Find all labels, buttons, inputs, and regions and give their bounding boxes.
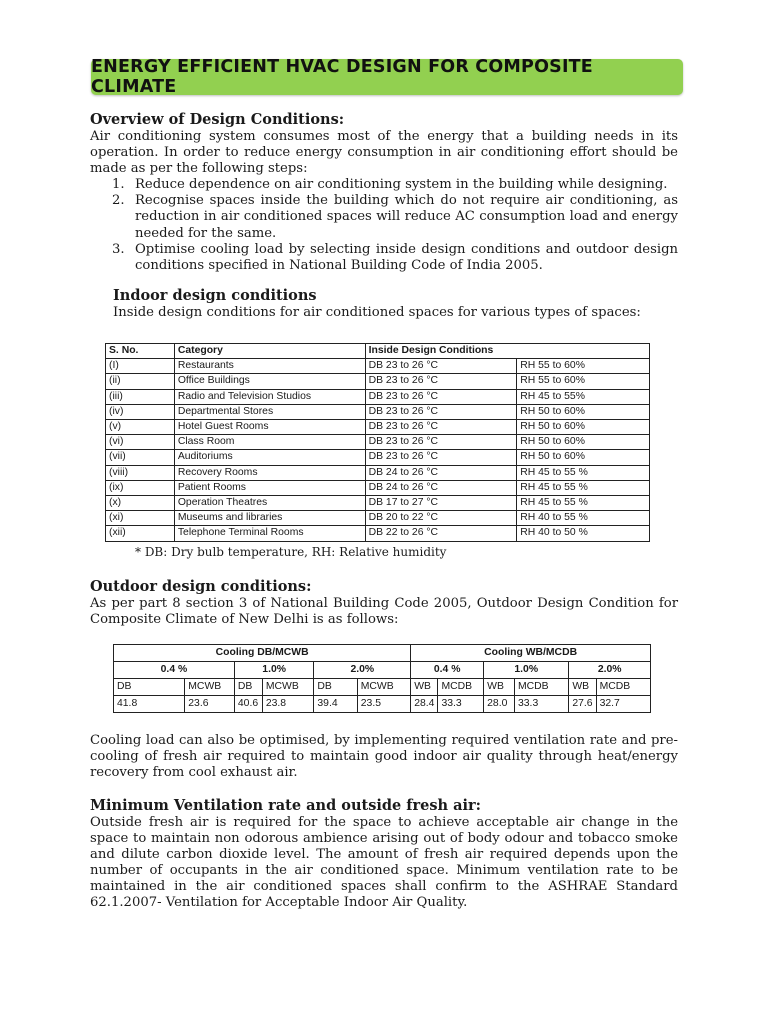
value-cell: 23.6: [185, 696, 235, 713]
sno-cell: (iii): [106, 389, 175, 404]
rh-cell: RH 55 to 60%: [517, 359, 650, 374]
value-cell: 27.6: [569, 696, 596, 713]
label-cell: MCDB: [438, 679, 484, 696]
rh-cell: RH 50 to 60%: [517, 450, 650, 465]
outdoor-section: [90, 577, 678, 628]
label-cell: WB: [411, 679, 438, 696]
label-cell: MCWB: [185, 679, 235, 696]
db-cell: DB 23 to 26 °C: [365, 404, 517, 419]
db-cell: DB 23 to 26 °C: [365, 435, 517, 450]
db-cell: DB 20 to 22 °C: [365, 511, 517, 526]
min-ventilation-heading: Minimum Ventilation rate and outside fresh air:: [90, 797, 482, 814]
db-cell: DB 22 to 26 °C: [365, 526, 517, 541]
label-cell: MCDB: [515, 679, 569, 696]
min-ventilation-section: [90, 796, 678, 912]
step-text: Recognise spaces inside the building which do not require air conditioning, as reduction in air conditioned spaces will reduce AC consumption load and energy needed for the same.: [135, 193, 678, 241]
overview-intro: Air conditioning system consumes most of the energy that a building needs in its operation. In order to reduce energy consumption in air conditioning effort should be made as per the following steps:: [90, 129, 678, 177]
category-cell: Museums and libraries: [174, 511, 365, 526]
label-cell: MCWB: [357, 679, 410, 696]
table-row: [106, 389, 650, 404]
sno-cell: (ii): [106, 374, 175, 389]
category-cell: Office Buildings: [174, 374, 365, 389]
cooling-section: [90, 733, 678, 781]
outdoor-heading: Outdoor design conditions:: [90, 578, 312, 595]
category-cell: Hotel Guest Rooms: [174, 420, 365, 435]
db-cell: DB 17 to 27 °C: [365, 496, 517, 511]
label-cell: WB: [569, 679, 596, 696]
db-cell: DB 24 to 26 °C: [365, 480, 517, 495]
value-cell: 32.7: [596, 696, 650, 713]
list-item: [90, 177, 678, 193]
rh-cell: RH 45 to 55%: [517, 389, 650, 404]
rh-cell: RH 50 to 60%: [517, 404, 650, 419]
rh-cell: RH 50 to 60%: [517, 435, 650, 450]
steps-list: [90, 177, 678, 274]
category-cell: Class Room: [174, 435, 365, 450]
db-cell: DB 23 to 26 °C: [365, 420, 517, 435]
rh-cell: RH 45 to 55 %: [517, 496, 650, 511]
value-cell: 33.3: [515, 696, 569, 713]
rh-cell: RH 45 to 55 %: [517, 480, 650, 495]
rh-cell: RH 40 to 55 %: [517, 511, 650, 526]
db-cell: DB 23 to 26 °C: [365, 450, 517, 465]
indoor-intro: Inside design conditions for air conditioned spaces for various types of spaces:: [113, 304, 641, 320]
table-row: [106, 435, 650, 450]
title-banner: [91, 59, 683, 95]
table-row: [106, 511, 650, 526]
sno-cell: (vii): [106, 450, 175, 465]
sno-cell: (xi): [106, 511, 175, 526]
step-number: 3.: [112, 241, 125, 257]
table-row: [106, 359, 650, 374]
label-cell: WB: [484, 679, 515, 696]
value-cell: 23.8: [262, 696, 314, 713]
group-header-row: [114, 645, 651, 662]
rh-cell: RH 50 to 60%: [517, 420, 650, 435]
category-cell: Auditoriums: [174, 450, 365, 465]
rh-cell: RH 55 to 60%: [517, 374, 650, 389]
outdoor-conditions-table: [113, 644, 651, 713]
indoor-heading: Indoor design conditions: [113, 286, 317, 304]
sno-cell: (x): [106, 496, 175, 511]
db-cell: DB 23 to 26 °C: [365, 359, 517, 374]
category-cell: Telephone Terminal Rooms: [174, 526, 365, 541]
sno-cell: (v): [106, 420, 175, 435]
indoor-table-body: [106, 359, 650, 541]
percent-header: 1.0%: [234, 662, 314, 679]
step-number: 1.: [112, 177, 125, 193]
category-cell: Restaurants: [174, 359, 365, 374]
category-cell: Patient Rooms: [174, 480, 365, 495]
sno-cell: (viii): [106, 465, 175, 480]
cooling-db-mcwb-header: Cooling DB/MCWB: [114, 645, 411, 662]
percent-header: 2.0%: [569, 662, 651, 679]
table-row: [106, 374, 650, 389]
value-row: [114, 696, 651, 713]
rh-cell: RH 40 to 50 %: [517, 526, 650, 541]
db-cell: DB 23 to 26 °C: [365, 374, 517, 389]
step-text: Optimise cooling load by selecting inside design conditions and outdoor design conditions specified in National Building Code of India 2005.: [135, 241, 678, 273]
table-row: [106, 450, 650, 465]
sno-cell: (I): [106, 359, 175, 374]
category-cell: Radio and Television Studios: [174, 389, 365, 404]
value-cell: 23.5: [357, 696, 410, 713]
category-cell: Departmental Stores: [174, 404, 365, 419]
sno-cell: (vi): [106, 435, 175, 450]
label-row: [114, 679, 651, 696]
table-row: [106, 420, 650, 435]
table-row: [106, 526, 650, 541]
value-cell: 28.0: [484, 696, 515, 713]
table-row: [106, 404, 650, 419]
step-text: Reduce dependence on air conditioning system in the building while designing.: [135, 177, 668, 193]
table-header-row: [106, 344, 650, 359]
list-item: [90, 242, 678, 274]
label-cell: DB: [114, 679, 185, 696]
min-ventilation-text: Outside fresh air is required for the space to achieve acceptable air change in the space to maintain non odorous ambience arising out of body odour and tobacco smoke and dilute carbon dioxide level. The amount of fresh air required depends upon the number of occupants in the air conditioned space. Minimum ventilation rate to be maintained in the air conditioned spaces shall confirm to the ASHRAE Standard 62.1.2007- Ventilation for Acceptable Indoor Air Quality.: [90, 815, 678, 911]
percent-header: 2.0%: [314, 662, 411, 679]
indoor-footnote: * DB: Dry bulb temperature, RH: Relative humidity: [135, 545, 447, 559]
percent-header: 1.0%: [484, 662, 569, 679]
table-row: [106, 496, 650, 511]
step-number: 2.: [112, 193, 125, 209]
percent-header-row: [114, 662, 651, 679]
sno-cell: (iv): [106, 404, 175, 419]
table-row: [106, 465, 650, 480]
label-cell: DB: [234, 679, 262, 696]
label-cell: DB: [314, 679, 357, 696]
label-cell: MCDB: [596, 679, 650, 696]
list-item: [90, 193, 678, 241]
label-cell: MCWB: [262, 679, 314, 696]
db-cell: DB 23 to 26 °C: [365, 389, 517, 404]
category-header: Category: [174, 344, 365, 359]
cooling-text: Cooling load can also be optimised, by implementing required ventilation rate and pre-cooling of fresh air required to maintain good indoor air quality through heat/energy recovery from cool exhaust air.: [90, 733, 678, 781]
sno-cell: (ix): [106, 480, 175, 495]
cooling-wb-mcdb-header: Cooling WB/MCDB: [411, 645, 651, 662]
conditions-header: Inside Design Conditions: [365, 344, 649, 359]
rh-cell: RH 45 to 55 %: [517, 465, 650, 480]
page-title: ENERGY EFFICIENT HVAC DESIGN FOR COMPOSITE CLIMATE: [91, 57, 593, 97]
percent-header: 0.4 %: [411, 662, 484, 679]
value-cell: 41.8: [114, 696, 185, 713]
overview-heading: Overview of Design Conditions:: [90, 111, 345, 128]
value-cell: 40.6: [234, 696, 262, 713]
sno-cell: (xii): [106, 526, 175, 541]
percent-header: 0.4 %: [114, 662, 235, 679]
sno-header: S. No.: [106, 344, 175, 359]
category-cell: Recovery Rooms: [174, 465, 365, 480]
indoor-conditions-table: [105, 343, 650, 542]
category-cell: Operation Theatres: [174, 496, 365, 511]
value-cell: 39.4: [314, 696, 357, 713]
table-row: [106, 480, 650, 495]
outdoor-intro: As per part 8 section 3 of National Building Code 2005, Outdoor Design Condition for Composite Climate of New Delhi is as follows:: [90, 596, 678, 628]
db-cell: DB 24 to 26 °C: [365, 465, 517, 480]
overview-section: [90, 110, 678, 321]
value-cell: 28.4: [411, 696, 438, 713]
value-cell: 33.3: [438, 696, 484, 713]
